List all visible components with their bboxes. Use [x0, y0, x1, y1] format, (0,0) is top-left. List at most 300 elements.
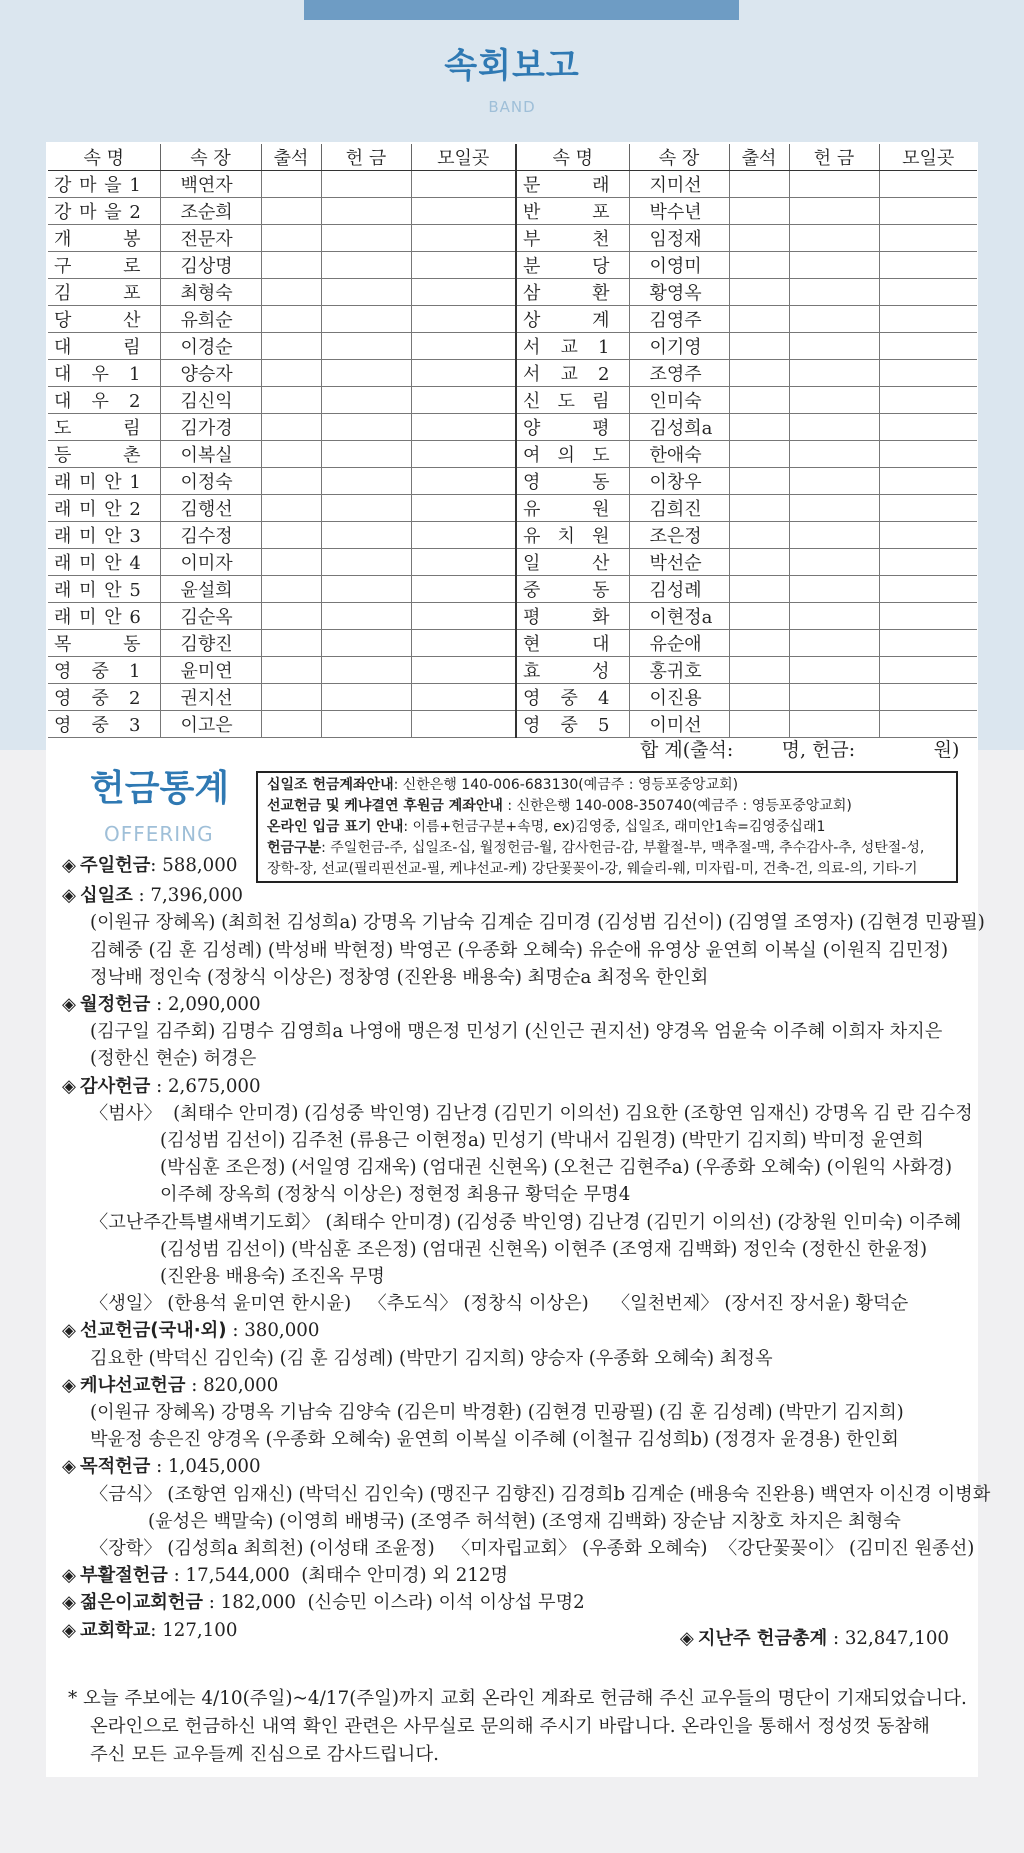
empty-cell — [879, 576, 977, 603]
empty-cell — [729, 684, 789, 711]
empty-cell — [879, 333, 977, 360]
name-line: 정낙배 정인숙 (정창식 이상은) 정창영 (진완용 배용숙) 최명순a 최정옥 한인회 — [90, 966, 709, 988]
empty-cell — [729, 657, 789, 684]
leader-name-cell: 홍귀호 — [629, 657, 729, 684]
column-header: 속 명 — [516, 144, 629, 171]
empty-cell — [789, 522, 879, 549]
table-row — [48, 711, 977, 738]
empty-cell — [879, 468, 977, 495]
empty-cell — [729, 387, 789, 414]
header-accent-bar — [304, 0, 739, 20]
empty-cell — [321, 630, 411, 657]
purpose-heading: ◈ 목적헌금 : 1,045,000 — [62, 1453, 970, 1480]
empty-cell — [411, 279, 516, 306]
empty-cell — [879, 171, 977, 198]
empty-cell — [879, 414, 977, 441]
empty-cell — [729, 711, 789, 738]
group-name-cell: 당 산 — [48, 306, 160, 333]
group-name-cell: 대 우 1 — [48, 360, 160, 387]
group-name-cell: 평 화 — [516, 603, 629, 630]
group-name-cell: 강 마 을 1 — [48, 171, 160, 198]
empty-cell — [789, 576, 879, 603]
empty-cell — [411, 360, 516, 387]
table-row — [48, 522, 977, 549]
empty-cell — [789, 684, 879, 711]
table-row — [48, 306, 977, 333]
table-row — [48, 387, 977, 414]
empty-cell — [729, 360, 789, 387]
name-line: 〈고난주간특별새벽기도회〉 (최태수 안미경) (김성중 박인영) 김난경 (김민기 이의선) (강창원 인미숙) 이주혜 — [90, 1211, 962, 1233]
empty-cell — [789, 468, 879, 495]
leader-name-cell: 이기영 — [629, 333, 729, 360]
group-name-cell: 여 의 도 — [516, 441, 629, 468]
group-name-cell: 서 교 2 — [516, 360, 629, 387]
leader-name-cell: 김수정 — [160, 522, 261, 549]
leader-name-cell: 김순옥 — [160, 603, 261, 630]
table-row — [48, 684, 977, 711]
diamond-bullet-icon: ◈ — [62, 994, 76, 1016]
table-row — [48, 468, 977, 495]
empty-cell — [261, 306, 321, 333]
leader-name-cell: 김성례 — [629, 576, 729, 603]
group-name-cell: 래 미 안 6 — [48, 603, 160, 630]
info-line: 십일조 헌금계좌안내: 신한은행 140-006-683130(예금주 : 영등포중앙교회) — [267, 777, 739, 793]
name-line: (이원규 장혜옥) 강명옥 기남숙 김양숙 (김은미 박경환) (김현경 민광필) (김 훈 김성례) (박만기 김지희) — [90, 1402, 904, 1424]
empty-cell — [261, 576, 321, 603]
empty-cell — [729, 414, 789, 441]
table-row — [48, 630, 977, 657]
empty-cell — [879, 306, 977, 333]
leader-name-cell: 김가경 — [160, 414, 261, 441]
youth-offering: ◈ 젊은이교회헌금 : 182,000 (신승민 이스라) 이석 이상섭 무명2 — [62, 1589, 970, 1616]
empty-cell — [879, 657, 977, 684]
notice-line: 온라인으로 헌금하신 내역 확인 관련은 사무실로 문의해 주시기 바랍니다. 온라인을 통해서 정성껏 동참해 — [90, 1716, 930, 1737]
leader-name-cell: 이미자 — [160, 549, 261, 576]
group-name-cell: 등 촌 — [48, 441, 160, 468]
group-name-cell: 현 대 — [516, 630, 629, 657]
empty-cell — [321, 387, 411, 414]
empty-cell — [261, 549, 321, 576]
group-name-cell: 유 원 — [516, 495, 629, 522]
leader-name-cell: 이정숙 — [160, 468, 261, 495]
column-header: 속 명 — [48, 144, 160, 171]
group-name-cell: 신 도 림 — [516, 387, 629, 414]
diamond-bullet-icon: ◈ — [679, 1628, 694, 1649]
leader-name-cell: 양승자 — [160, 360, 261, 387]
table-total: 합 계(출석: 명, 헌금: 원) — [640, 739, 960, 761]
empty-cell — [261, 225, 321, 252]
empty-cell — [321, 360, 411, 387]
empty-cell — [879, 360, 977, 387]
info-line: 장학-장, 선교(필리핀선교-필, 케냐선교-케) 강단꽃꽂이-강, 웨슬리-웨, 미자립-미, 건축-건, 의료-의, 기타-기 — [267, 861, 918, 877]
empty-cell — [789, 279, 879, 306]
empty-cell — [321, 171, 411, 198]
empty-cell — [261, 657, 321, 684]
empty-cell — [879, 630, 977, 657]
empty-cell — [789, 252, 879, 279]
info-line: 헌금구분: 주일헌금-주, 십일조-십, 월정헌금-월, 감사헌금-감, 부활절-부, 맥추절-맥, 추수감사-추, 성탄절-성, — [267, 840, 925, 856]
mission-heading: ◈ 선교헌금(국내·외) : 380,000 — [62, 1317, 970, 1344]
empty-cell — [729, 522, 789, 549]
group-name-cell: 영 중 3 — [48, 711, 160, 738]
group-name-cell: 대 우 2 — [48, 387, 160, 414]
empty-cell — [789, 711, 879, 738]
empty-cell — [789, 198, 879, 225]
leader-name-cell: 최형숙 — [160, 279, 261, 306]
empty-cell — [411, 603, 516, 630]
empty-cell — [789, 414, 879, 441]
weekly-total: ◈ 지난주 헌금총계 : 32,847,100 — [679, 1628, 949, 1649]
table-row — [48, 657, 977, 684]
empty-cell — [789, 549, 879, 576]
empty-cell — [321, 684, 411, 711]
leader-name-cell: 이고은 — [160, 711, 261, 738]
group-name-cell: 래 미 안 3 — [48, 522, 160, 549]
offering-title: 헌금통계 — [90, 768, 230, 809]
empty-cell — [411, 441, 516, 468]
kenya-heading: ◈ 케냐선교헌금 : 820,000 — [62, 1372, 970, 1399]
group-name-cell: 효 성 — [516, 657, 629, 684]
column-header: 헌 금 — [789, 144, 879, 171]
group-name-cell: 영 중 2 — [48, 684, 160, 711]
leader-name-cell: 김행선 — [160, 495, 261, 522]
diamond-bullet-icon: ◈ — [62, 1320, 76, 1342]
group-name-cell: 래 미 안 2 — [48, 495, 160, 522]
empty-cell — [789, 360, 879, 387]
empty-cell — [261, 603, 321, 630]
empty-cell — [321, 576, 411, 603]
leader-name-cell: 유희순 — [160, 306, 261, 333]
leader-name-cell: 이복실 — [160, 441, 261, 468]
empty-cell — [411, 252, 516, 279]
name-line: 김혜중 (김 훈 김성례) (박성배 박현정) 박영곤 (우종화 오혜숙) 유순애 유영상 윤연희 이복실 (이원직 김민정) — [90, 939, 949, 961]
diamond-bullet-icon: ◈ — [62, 885, 76, 907]
page-subtitle: BAND — [488, 98, 536, 116]
empty-cell — [729, 468, 789, 495]
empty-cell — [729, 576, 789, 603]
table-body — [48, 171, 977, 738]
empty-cell — [321, 225, 411, 252]
diamond-bullet-icon: ◈ — [62, 1565, 76, 1587]
empty-cell — [321, 198, 411, 225]
table-row — [48, 414, 977, 441]
column-header: 속 장 — [629, 144, 729, 171]
empty-cell — [411, 711, 516, 738]
group-name-cell: 상 계 — [516, 306, 629, 333]
offering-list — [62, 852, 991, 1644]
notice-line: * 오늘 주보에는 4/10(주일)~4/17(주일)까지 교회 온라인 계좌로 헌금해 주신 교우들의 명단이 기재되었습니다. — [68, 1688, 967, 1709]
empty-cell — [261, 495, 321, 522]
empty-cell — [411, 414, 516, 441]
group-report-table — [48, 144, 977, 738]
empty-cell — [261, 441, 321, 468]
empty-cell — [879, 711, 977, 738]
leader-name-cell: 임정재 — [629, 225, 729, 252]
empty-cell — [729, 171, 789, 198]
column-header: 모일곳 — [879, 144, 977, 171]
table-row — [48, 549, 977, 576]
empty-cell — [729, 252, 789, 279]
empty-cell — [411, 468, 516, 495]
name-line: (이원규 장혜옥) (최희천 김성희a) 강명옥 기남숙 김계순 김미경 (김성범 김선이) (김영열 조영자) (김현경 민광필) — [90, 912, 985, 934]
group-name-cell: 김 포 — [48, 279, 160, 306]
empty-cell — [321, 252, 411, 279]
group-name-cell: 래 미 안 4 — [48, 549, 160, 576]
empty-cell — [879, 198, 977, 225]
empty-cell — [729, 630, 789, 657]
leader-name-cell: 이경순 — [160, 333, 261, 360]
empty-cell — [729, 225, 789, 252]
empty-cell — [261, 468, 321, 495]
empty-cell — [729, 441, 789, 468]
empty-cell — [261, 414, 321, 441]
empty-cell — [411, 576, 516, 603]
name-line: 이주혜 장옥희 (정창식 이상은) 정현정 최용규 황덕순 무명4 — [160, 1184, 631, 1206]
name-line: (윤성은 백말숙) (이영희 배병국) (조영주 허석현) (조영재 김백화) 장순남 지창호 차지은 최형숙 — [148, 1510, 901, 1532]
group-name-cell: 분 당 — [516, 252, 629, 279]
empty-cell — [729, 198, 789, 225]
empty-cell — [321, 468, 411, 495]
empty-cell — [321, 603, 411, 630]
empty-cell — [789, 171, 879, 198]
leader-name-cell: 이창우 — [629, 468, 729, 495]
empty-cell — [261, 711, 321, 738]
column-header: 출석 — [729, 144, 789, 171]
name-line: 박윤정 송은진 양경옥 (우종화 오혜숙) 윤연희 이복실 이주혜 (이철규 김성희b) (정경자 윤경용) 한인회 — [90, 1429, 899, 1451]
leader-name-cell: 이영미 — [629, 252, 729, 279]
empty-cell — [879, 225, 977, 252]
empty-cell — [411, 495, 516, 522]
diamond-bullet-icon: ◈ — [62, 1075, 76, 1097]
tithe-heading: ◈ 십일조 : 7,396,000 — [62, 882, 970, 909]
empty-cell — [411, 549, 516, 576]
leader-name-cell: 박선순 — [629, 549, 729, 576]
group-name-cell: 강 마 을 2 — [48, 198, 160, 225]
empty-cell — [789, 306, 879, 333]
leader-name-cell: 조은정 — [629, 522, 729, 549]
page-title: 속회보고 — [444, 46, 580, 86]
info-line: 선교헌금 및 케냐결연 후원금 계좌안내 : 신한은행 140-008-350740(예금주 : 영등포중앙교회) — [267, 798, 852, 814]
diamond-bullet-icon: ◈ — [62, 855, 76, 876]
table-row — [48, 171, 977, 198]
empty-cell — [879, 252, 977, 279]
empty-cell — [411, 171, 516, 198]
leader-name-cell: 이미선 — [629, 711, 729, 738]
leader-name-cell: 한애숙 — [629, 441, 729, 468]
empty-cell — [879, 549, 977, 576]
leader-name-cell: 윤미연 — [160, 657, 261, 684]
group-name-cell: 부 천 — [516, 225, 629, 252]
empty-cell — [321, 279, 411, 306]
group-name-cell: 개 봉 — [48, 225, 160, 252]
table-row — [48, 279, 977, 306]
empty-cell — [729, 279, 789, 306]
online-notice — [68, 1685, 968, 1769]
group-name-cell: 삼 환 — [516, 279, 629, 306]
empty-cell — [261, 522, 321, 549]
empty-cell — [729, 495, 789, 522]
empty-cell — [261, 630, 321, 657]
leader-name-cell: 지미선 — [629, 171, 729, 198]
empty-cell — [729, 603, 789, 630]
empty-cell — [321, 657, 411, 684]
group-name-cell: 반 포 — [516, 198, 629, 225]
empty-cell — [879, 441, 977, 468]
group-name-cell: 유 치 원 — [516, 522, 629, 549]
name-line: (김구일 김주회) 김명수 김영희a 나영애 맹은정 민성기 (신인근 권지선) 양경옥 엄윤숙 이주혜 이희자 차지은 — [90, 1021, 943, 1043]
empty-cell — [321, 522, 411, 549]
diamond-bullet-icon: ◈ — [62, 1592, 76, 1614]
group-name-cell: 중 동 — [516, 576, 629, 603]
group-name-cell: 래 미 안 5 — [48, 576, 160, 603]
empty-cell — [879, 684, 977, 711]
empty-cell — [261, 252, 321, 279]
empty-cell — [411, 630, 516, 657]
table-row — [48, 225, 977, 252]
diamond-bullet-icon: ◈ — [62, 1619, 76, 1641]
leader-name-cell: 김상명 — [160, 252, 261, 279]
table-header-row — [48, 144, 977, 171]
empty-cell — [261, 387, 321, 414]
leader-name-cell: 김향진 — [160, 630, 261, 657]
empty-cell — [789, 630, 879, 657]
group-name-cell: 서 교 1 — [516, 333, 629, 360]
leader-name-cell: 권지선 — [160, 684, 261, 711]
empty-cell — [321, 414, 411, 441]
empty-cell — [879, 522, 977, 549]
table-row — [48, 198, 977, 225]
sunday-offering: ◈ 주일헌금: 588,000 — [62, 852, 970, 879]
monthly-heading: ◈ 월정헌금 : 2,090,000 — [62, 991, 970, 1018]
empty-cell — [261, 279, 321, 306]
group-name-cell: 영 중 1 — [48, 657, 160, 684]
leader-name-cell: 이진용 — [629, 684, 729, 711]
leader-name-cell: 조영주 — [629, 360, 729, 387]
easter-offering: ◈ 부활절헌금 : 17,544,000 (최태수 안미경) 외 212명 — [62, 1562, 970, 1589]
name-line: (정한신 현순) 허경은 — [90, 1048, 257, 1070]
group-name-cell: 영 중 4 — [516, 684, 629, 711]
name-line: 〈범사〉 (최태수 안미경) (김성중 박인영) 김난경 (김민기 이의선) 김요한 (조항연 임재신) 강명옥 김 란 김수정 — [90, 1102, 973, 1124]
name-line: (박심훈 조은정) (서일영 김재욱) (엄대권 신현옥) (오천근 김현주a) (우종화 오혜숙) (이원익 사화경) — [160, 1157, 953, 1179]
offering-subtitle: OFFERING — [104, 822, 214, 846]
column-header: 출석 — [261, 144, 321, 171]
leader-name-cell: 유순애 — [629, 630, 729, 657]
empty-cell — [729, 306, 789, 333]
group-name-cell: 영 동 — [516, 468, 629, 495]
diamond-bullet-icon: ◈ — [62, 1374, 76, 1396]
empty-cell — [321, 495, 411, 522]
leader-name-cell: 조순희 — [160, 198, 261, 225]
name-line: (김성범 김선이) (박심훈 조은정) (엄대권 신현옥) 이현주 (조영재 김백화) 정인숙 (정한신 한윤정) — [160, 1238, 928, 1260]
leader-name-cell: 황영옥 — [629, 279, 729, 306]
leader-name-cell: 김희진 — [629, 495, 729, 522]
empty-cell — [879, 279, 977, 306]
group-name-cell: 일 산 — [516, 549, 629, 576]
leader-name-cell: 김영주 — [629, 306, 729, 333]
name-line: (김성범 김선이) 김주천 (류용근 이현정a) 민성기 (박내서 김원경) (박만기 김지희) 박미정 윤연희 — [160, 1130, 924, 1152]
name-line: (진완용 배용숙) 조진옥 무명 — [160, 1266, 385, 1288]
thanks-heading: ◈ 감사헌금 : 2,675,000 — [62, 1073, 970, 1100]
empty-cell — [321, 711, 411, 738]
empty-cell — [411, 387, 516, 414]
empty-cell — [411, 657, 516, 684]
empty-cell — [729, 333, 789, 360]
name-line: 김요한 (박덕신 김인숙) (김 훈 김성례) (박만기 김지희) 양승자 (우종화 오혜숙) 최정옥 — [90, 1347, 773, 1369]
column-header: 헌 금 — [321, 144, 411, 171]
leader-name-cell: 김신익 — [160, 387, 261, 414]
empty-cell — [321, 441, 411, 468]
table-row — [48, 441, 977, 468]
leader-name-cell: 윤설희 — [160, 576, 261, 603]
leader-name-cell: 이현정a — [629, 603, 729, 630]
notice-line: 주신 모든 교우들께 진심으로 감사드립니다. — [90, 1744, 440, 1765]
table-row — [48, 252, 977, 279]
empty-cell — [411, 522, 516, 549]
table-row — [48, 603, 977, 630]
group-name-cell: 문 래 — [516, 171, 629, 198]
school-offering: ◈ 교회학교: 127,100 — [62, 1617, 970, 1644]
empty-cell — [879, 495, 977, 522]
empty-cell — [789, 603, 879, 630]
empty-cell — [729, 549, 789, 576]
empty-cell — [261, 333, 321, 360]
name-line: 〈생일〉 (한용석 윤미연 한시윤) 〈추도식〉 (정창식 이상은) 〈일천번제〉 (장서진 장서윤) 황덕순 — [90, 1293, 909, 1315]
empty-cell — [261, 360, 321, 387]
empty-cell — [789, 225, 879, 252]
empty-cell — [789, 657, 879, 684]
leader-name-cell: 전문자 — [160, 225, 261, 252]
empty-cell — [411, 306, 516, 333]
empty-cell — [789, 333, 879, 360]
group-name-cell: 래 미 안 1 — [48, 468, 160, 495]
leader-name-cell: 인미숙 — [629, 387, 729, 414]
group-name-cell: 양 평 — [516, 414, 629, 441]
group-name-cell: 영 중 5 — [516, 711, 629, 738]
group-name-cell: 목 동 — [48, 630, 160, 657]
table-row — [48, 360, 977, 387]
group-name-cell: 대 림 — [48, 333, 160, 360]
empty-cell — [321, 549, 411, 576]
empty-cell — [789, 495, 879, 522]
empty-cell — [879, 387, 977, 414]
empty-cell — [411, 225, 516, 252]
group-name-cell: 도 림 — [48, 414, 160, 441]
info-line: 온라인 입금 표기 안내: 이름+헌금구분+속명, ex)김영중, 십일조, 래미안1속=김영중십래1 — [267, 819, 826, 835]
column-header: 속 장 — [160, 144, 261, 171]
empty-cell — [879, 603, 977, 630]
leader-name-cell: 박수년 — [629, 198, 729, 225]
empty-cell — [789, 387, 879, 414]
empty-cell — [411, 198, 516, 225]
leader-name-cell: 김성희a — [629, 414, 729, 441]
column-header: 모일곳 — [411, 144, 516, 171]
empty-cell — [411, 333, 516, 360]
empty-cell — [789, 441, 879, 468]
leader-name-cell: 백연자 — [160, 171, 261, 198]
group-name-cell: 구 로 — [48, 252, 160, 279]
table-row — [48, 495, 977, 522]
empty-cell — [261, 198, 321, 225]
empty-cell — [261, 684, 321, 711]
diamond-bullet-icon: ◈ — [62, 1456, 76, 1478]
empty-cell — [321, 333, 411, 360]
table-row — [48, 576, 977, 603]
table-row — [48, 333, 977, 360]
empty-cell — [321, 306, 411, 333]
empty-cell — [411, 684, 516, 711]
name-line: 〈장학〉 (김성희a 최희천) (이성태 조윤정) 〈미자립교회〉 (우종화 오혜숙) 〈강단꽃꽂이〉 (김미진 원종선) — [90, 1538, 975, 1560]
name-line: 〈금식〉 (조항연 임재신) (박덕신 김인숙) (맹진구 김향진) 김경희b 김계순 (배용숙 진완용) 백연자 이신경 이병화 — [90, 1483, 991, 1505]
